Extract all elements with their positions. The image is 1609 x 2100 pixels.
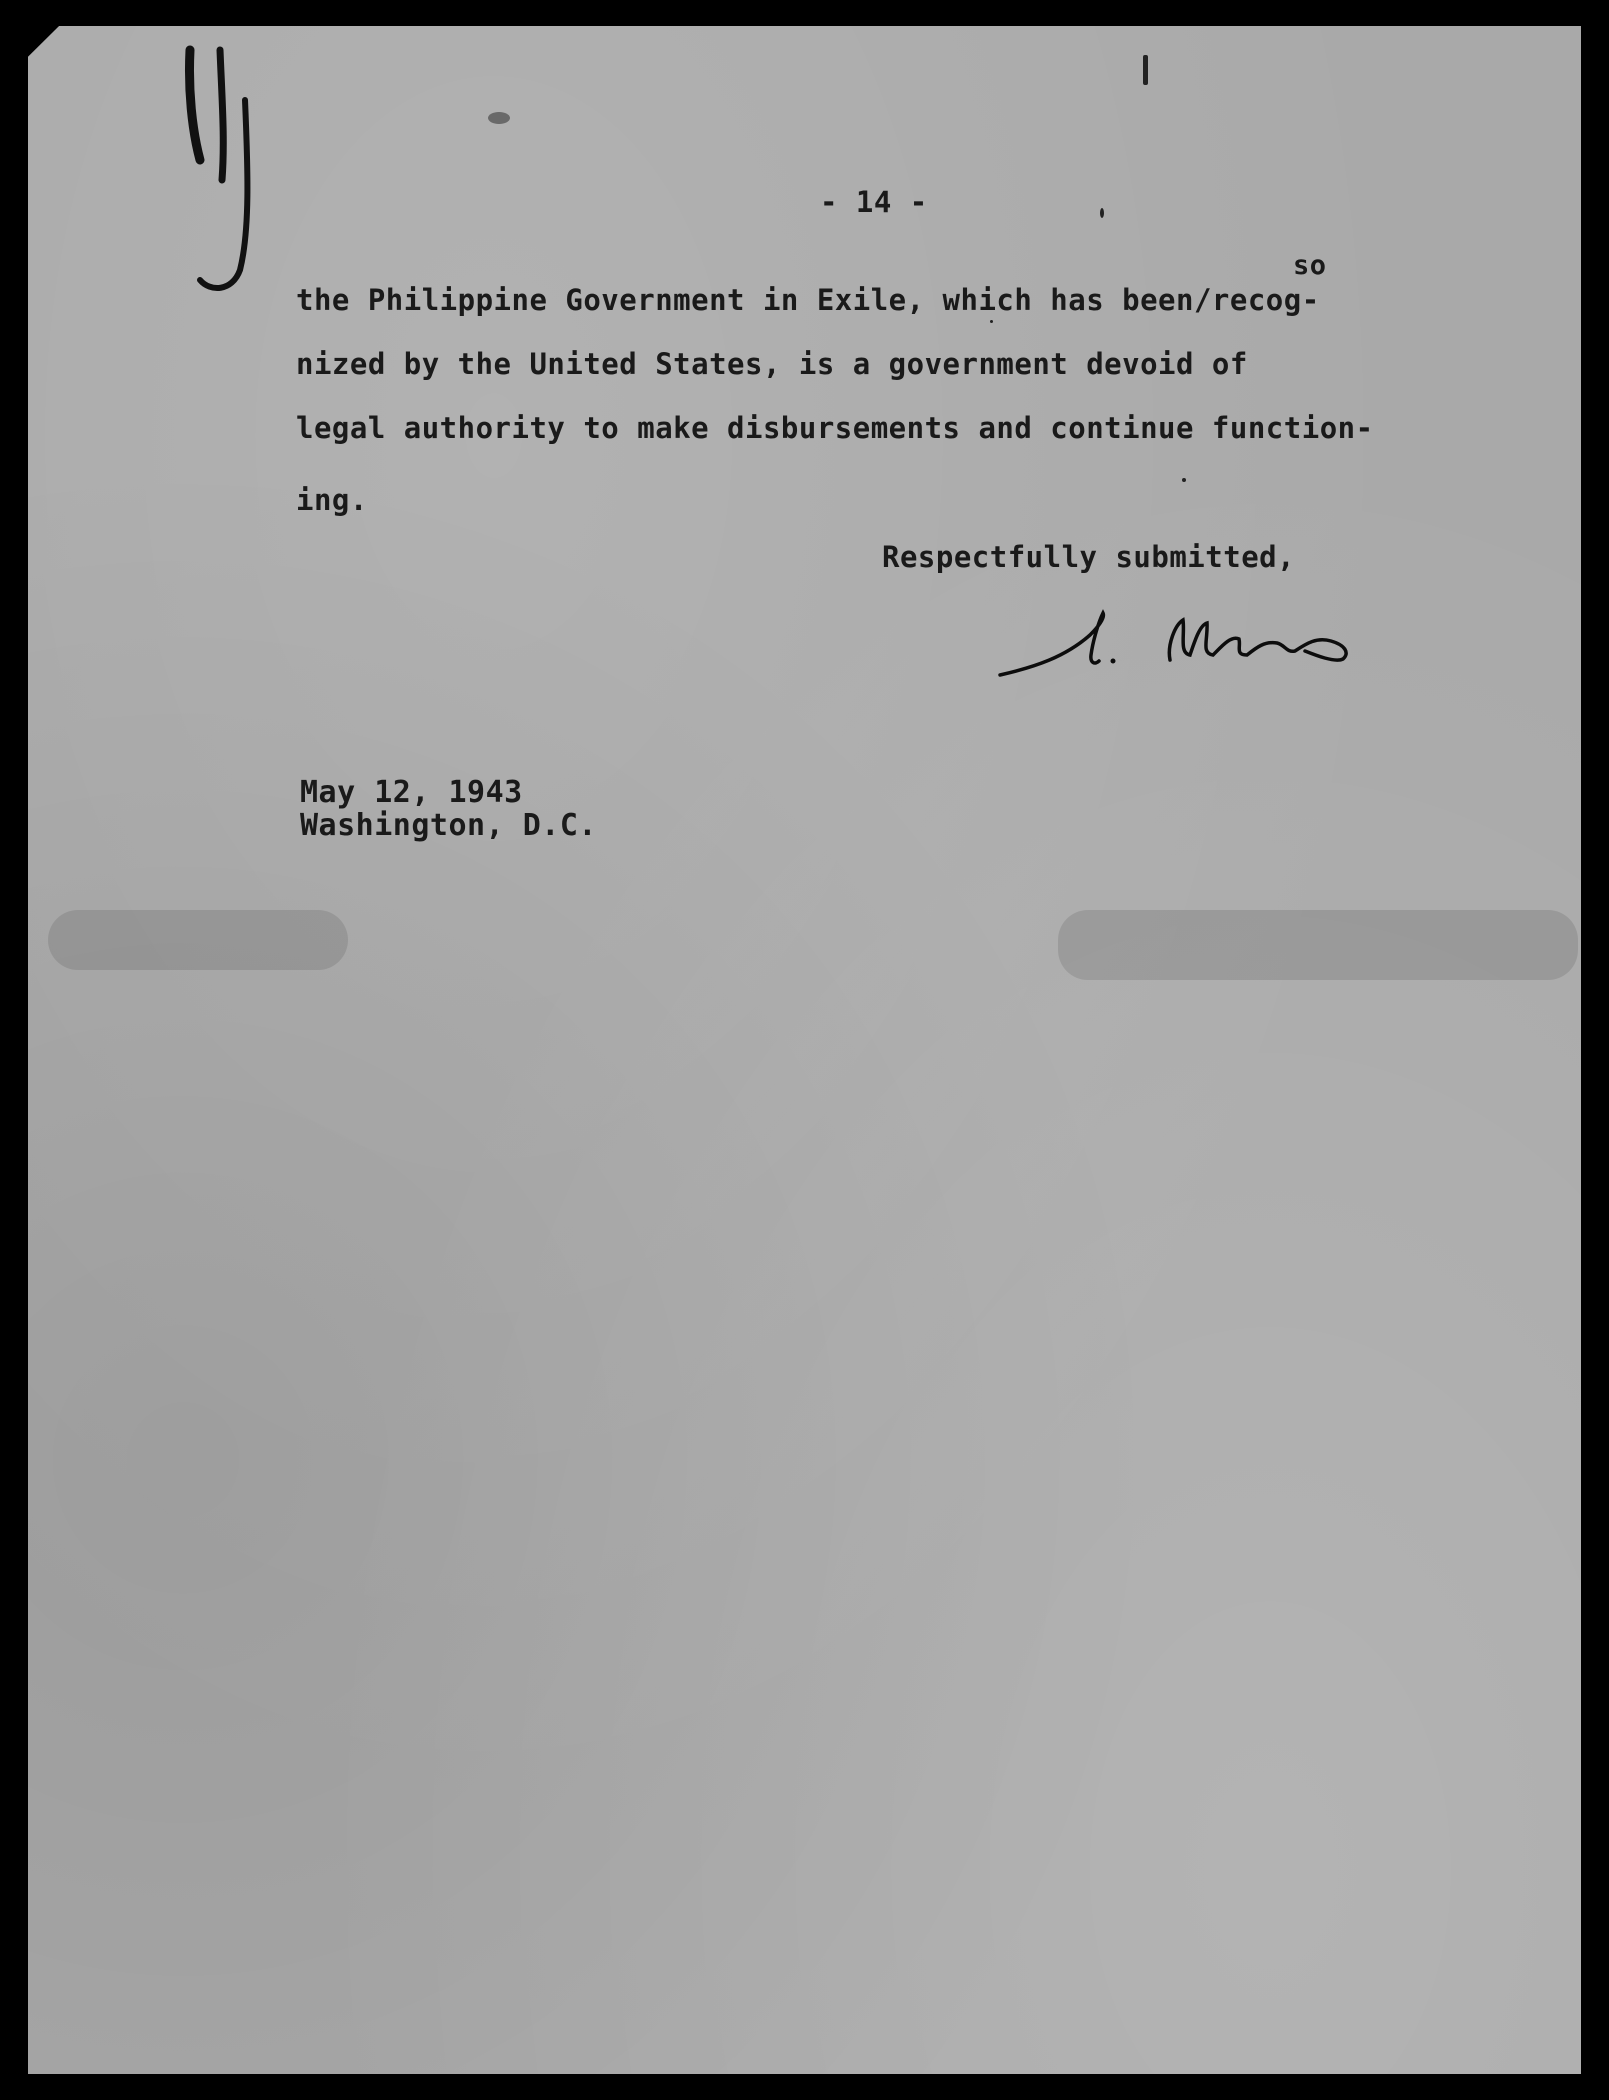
ink-speck [1143, 55, 1148, 85]
body-line: ing. [296, 483, 368, 517]
body-line: nized by the United States, is a government devoid of [296, 347, 1248, 381]
handwritten-signature [995, 595, 1365, 695]
body-line: legal authority to make disbursements and continue function- [296, 411, 1374, 445]
handwritten-insertion: so [1293, 250, 1327, 281]
bleed-through-ghost [28, 850, 1581, 1030]
closing-salutation: Respectfully submitted, [882, 540, 1296, 574]
ink-speck [990, 320, 993, 323]
ink-speck [1100, 208, 1104, 218]
body-line: the Philippine Government in Exile, which has been/recog- [296, 283, 1320, 317]
ink-speck [1182, 478, 1186, 482]
document-page [28, 26, 1581, 2074]
page-number: - 14 - [820, 185, 928, 219]
document-place: Washington, D.C. [300, 808, 597, 843]
document-date: May 12, 1943 [300, 775, 523, 810]
binder-clip-mark [170, 30, 260, 300]
ink-speck [488, 112, 510, 124]
